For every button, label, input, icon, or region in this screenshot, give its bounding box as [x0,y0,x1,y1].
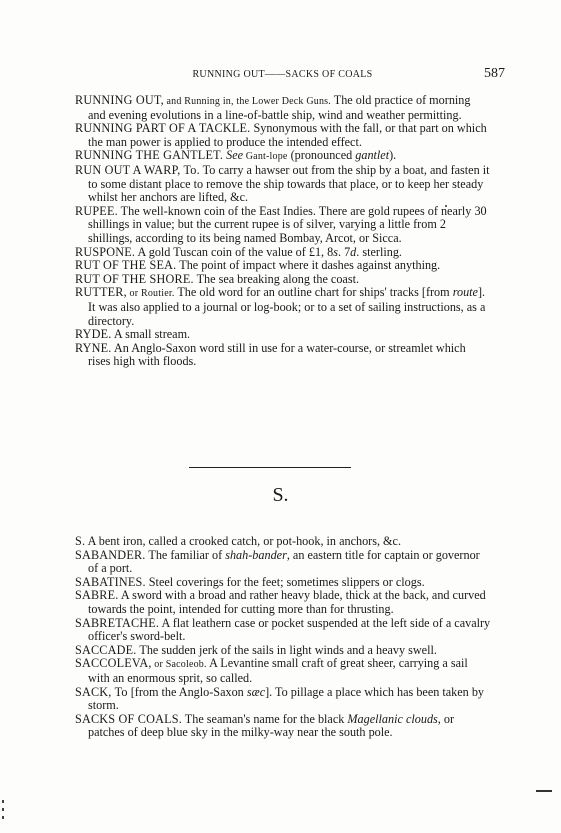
dictionary-entry [75,589,491,616]
entry-italic-term: sæc [246,684,266,699]
entry-headword: SABANDER. [75,547,146,562]
entry-definition: . sterling. [356,244,402,259]
entry-see-label: See [226,148,244,163]
entry-definition: ). [389,148,397,163]
entry-headword: SACCOLEVA, [75,656,152,671]
entry-definition: The familiar of [145,547,226,562]
dictionary-entry [75,94,491,122]
entry-headword: RUTTER, [75,285,127,300]
dictionary-entry [75,328,491,342]
dictionary-entry [75,342,491,369]
entry-headword: RYDE. [75,327,112,342]
entry-definition: , or patches of deep blue sky in the milky-way near the south pole. [88,711,455,740]
dictionary-entry [75,259,491,273]
entry-currency-unit: d [350,244,357,259]
dictionary-entry [75,286,491,328]
entry-definition: An Anglo-Saxon word still in use for a water-course, or streamlet which rises high with floods. [88,340,466,369]
entry-headword: SACCADE. [75,642,137,657]
entry-headword: RUNNING THE GANTLET. [75,148,224,163]
entry-headword: RUT OF THE SEA. [75,258,177,273]
entry-definition: A gold Tuscan coin of the value of £1, 8 [135,244,334,259]
entry-definition: The old word for an outline chart for ships' tracks [from [174,285,453,300]
entry-headword: RUPEE. [75,203,118,218]
entry-definition: The seaman's name for the black [181,711,348,726]
dictionary-entry [75,686,491,713]
entries-s-list [75,535,491,740]
dictionary-entry [75,246,491,260]
entry-headword: RUT OF THE SHORE. [75,271,194,286]
entry-definition: The point of impact where it dashes against anything. [176,258,441,273]
entry-headword: SACK, To [75,684,128,699]
entry-definition: ]. It was also applied to a journal or log-book; or to a set of sailing instructions, as a directory. [88,285,486,328]
entry-definition: Steel coverings for the feet; sometimes slippers or clogs. [145,574,425,589]
section-divider-rule [189,467,351,468]
entry-definition: To carry a hawser out from the ship by a boat, and fasten it to some distant place to remove the ship towards that place, or to keep her steady whilst her anchors are lifted, &c. [88,162,490,205]
entry-definition: A Levantine small craft of great sheer, carrying a sail with an enormous sprit, so called. [88,656,468,685]
dictionary-entry [75,713,491,740]
dictionary-entry [75,164,491,205]
dictionary-entry [75,617,491,644]
dictionary-entry [75,273,491,287]
dictionary-entry [75,644,491,658]
entry-headword: RUNNING OUT, [75,93,164,107]
dictionary-entry [75,122,491,149]
entry-definition: The old practice of morning and evening evolutions in a line-of-battle ship, wind and weather permitting. [88,93,471,122]
entry-currency-unit: s [333,244,338,259]
entry-headword: RUNNING PART OF A TACKLE. [75,121,251,136]
margin-dash [536,790,552,792]
entry-connector: or Sacoleob. [151,659,207,671]
entry-italic-term: route [452,285,478,300]
entry-italic-term: gantlet [355,148,390,163]
entry-definition: Synonymous with the fall, or that part on which the man power is applied to produce the intended effect. [88,121,487,149]
entry-headword: SABRETACHE. [75,615,160,630]
entry-definition: ]. To pillage a place which has been taken by storm. [88,684,485,713]
entry-definition: The sea breaking along the coast. [193,271,360,286]
entry-italic-term: shah-bander [225,547,287,562]
entry-headword: RUSPONE. [75,244,136,259]
running-head: RUNNING OUT——SACKS OF COALS [192,69,373,80]
page-header [60,66,505,84]
entry-definition: (pronounced [287,148,356,163]
dictionary-entry [75,149,491,164]
entry-headword: RUN OUT A WARP, To. [75,162,200,177]
entry-connector: or Routier. [126,288,175,300]
entry-definition: The well-known coin of the East Indies. There are gold rupees of nearly 30 shillings in value; but the current rupee is of silver, varying a little from 2 shillings, according to its being named Bombay, Arcot, or Sicca. [88,203,487,245]
entry-cross-reference: Gant-lope [243,151,288,163]
entries-r-list [75,94,491,369]
entry-definition: The sudden jerk of the sails in light winds and a heavy swell. [136,642,437,657]
entry-definition: . 7 [337,244,351,259]
entry-definition: A flat leathern case or pocket suspended at the left side of a cavalry officer's sword-belt. [88,615,491,644]
entry-definition: A small stream. [111,327,191,342]
entry-definition: [from the Anglo-Saxon [127,684,247,699]
entry-italic-term: Magellanic clouds [347,711,438,726]
page-number: 587 [484,66,505,81]
entry-definition: A sword with a broad and rather heavy blade, thick at the back, and curved towards the point, intended for cutting more than for thrusting. [88,588,486,616]
dictionary-entry [75,535,491,549]
dictionary-entry [75,657,491,685]
dictionary-entry [75,549,491,576]
entry-definition: A bent iron, called a crooked catch, or pot-hook, in anchors, &c. [85,534,401,548]
entry-headword: SABRE. [75,588,119,603]
dictionary-entry [75,205,491,246]
section-letter: S. [272,484,289,506]
margin-marks [2,800,5,822]
entry-headword: SABATINES. [75,574,146,589]
entry-headword: RYNE. [75,340,112,355]
entry-definition: , an eastern title for captain or governor of a port. [88,547,480,576]
dictionary-entry [75,576,491,590]
entry-headword: S. [75,534,86,548]
entry-headword: SACKS OF COALS. [75,711,182,726]
entry-connector: and Running in, the Lower Deck Guns. [163,96,331,107]
